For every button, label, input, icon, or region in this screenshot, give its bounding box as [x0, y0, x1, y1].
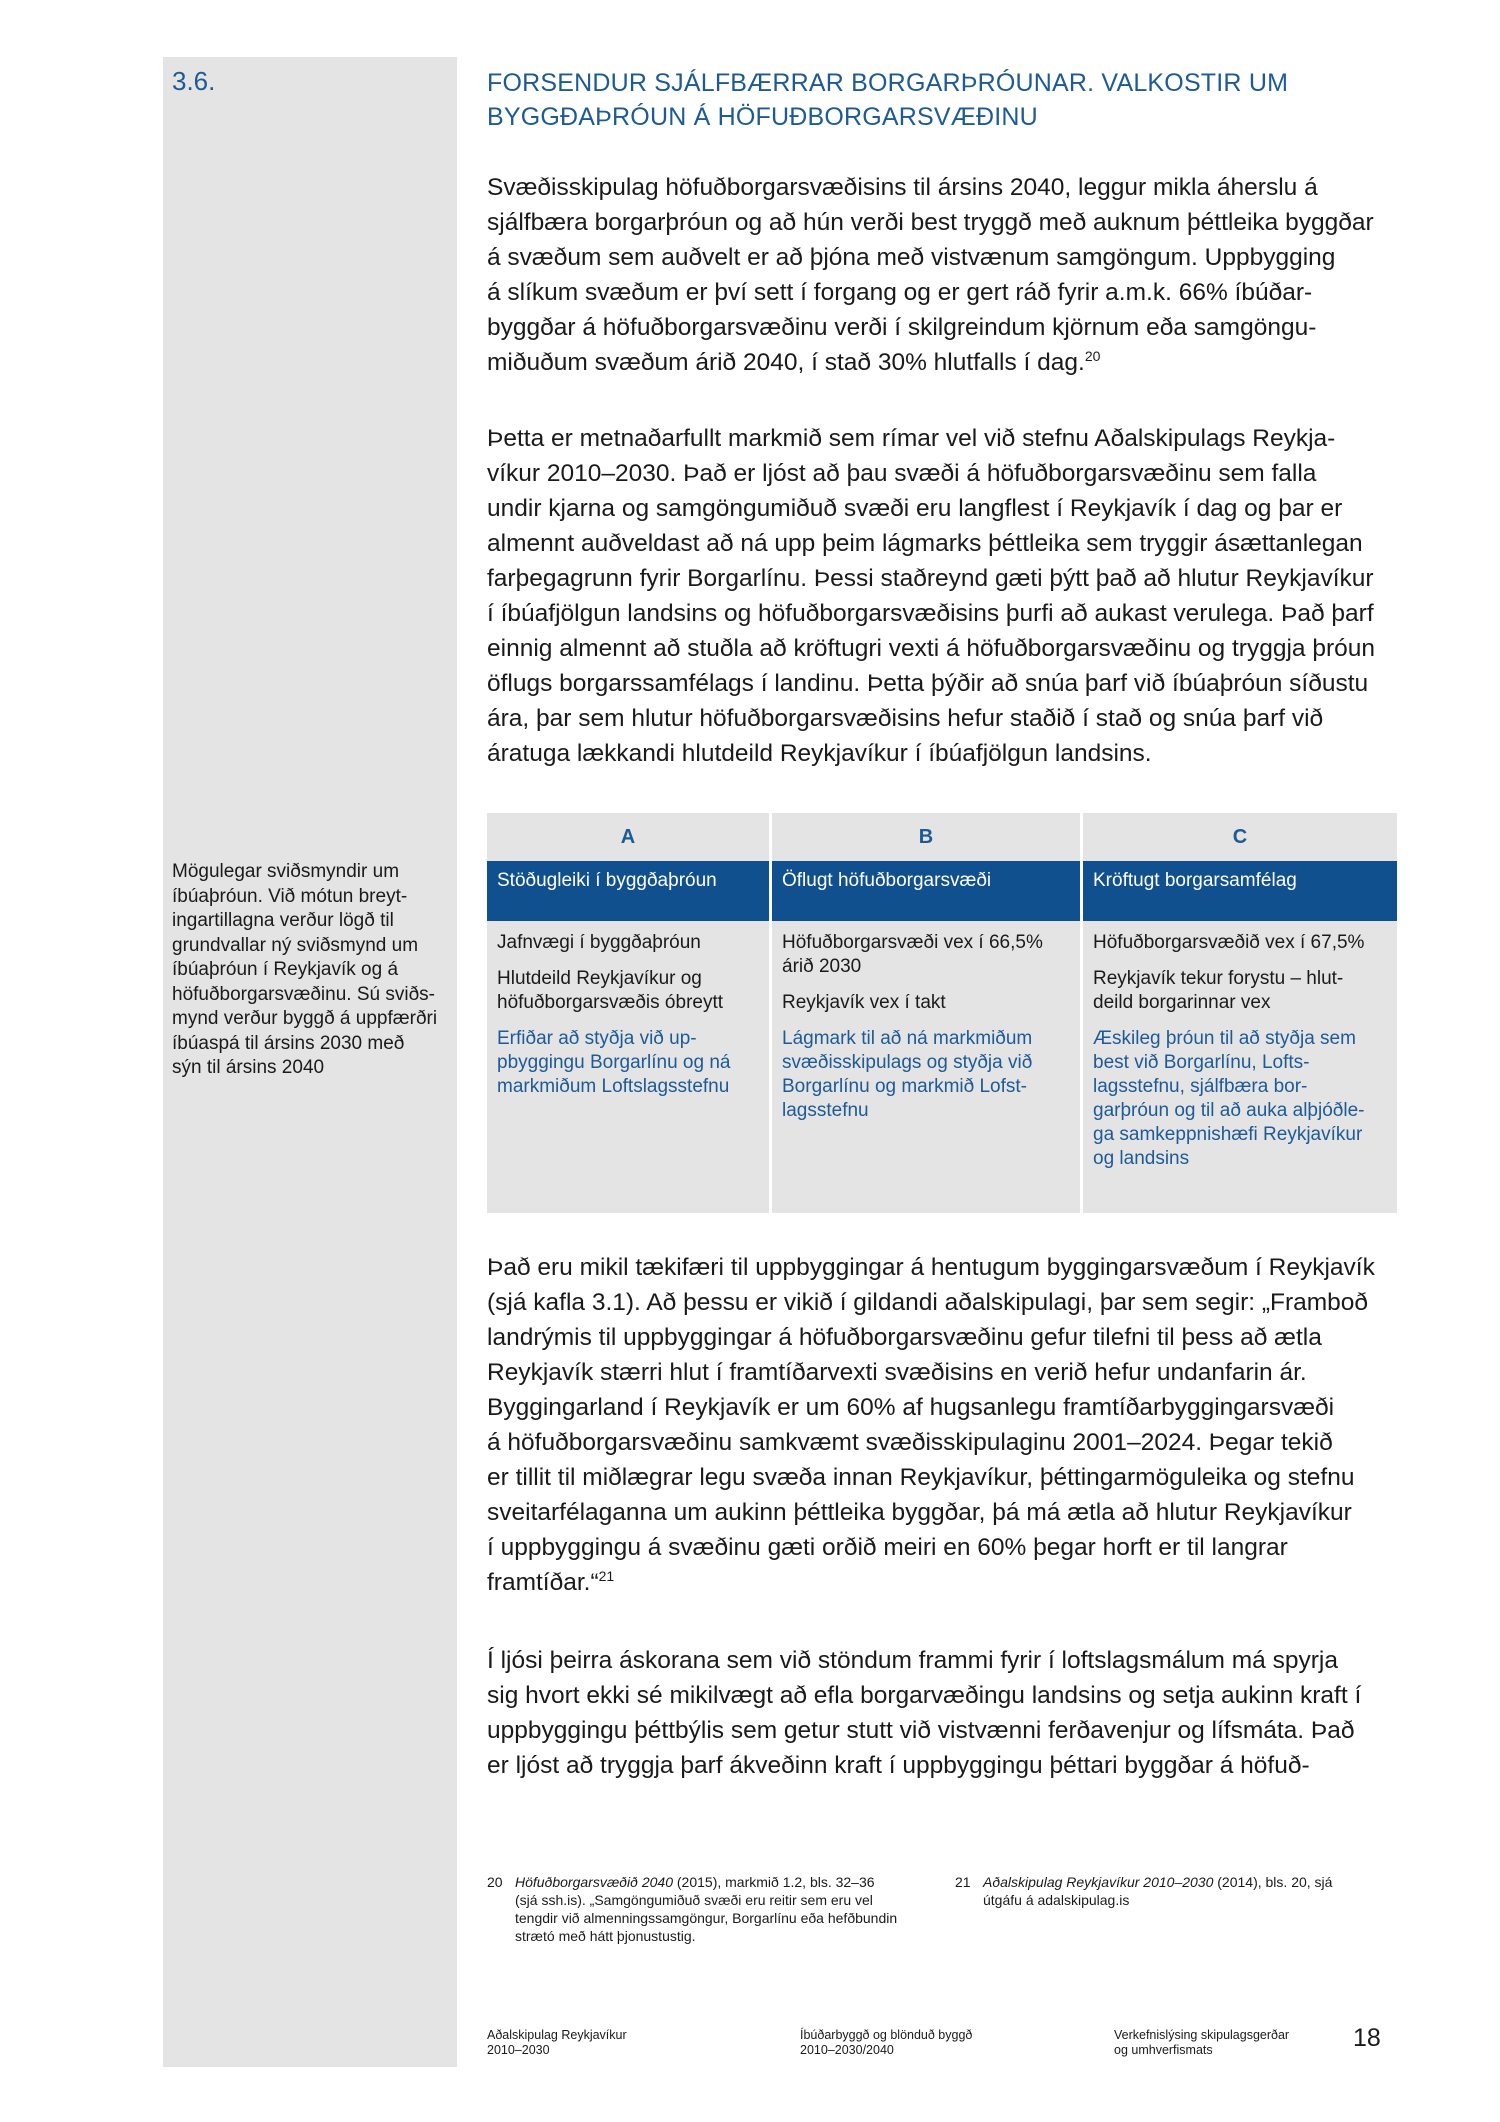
- caption-line: íbúaspá til ársins 2030 með: [172, 1032, 405, 1054]
- footer-document-type: [1114, 2028, 1289, 2058]
- scenario-item: [1093, 967, 1387, 1015]
- text-line: deild borgarinnar vex: [1093, 992, 1271, 1013]
- caption-line: grundvallar ný sviðsmynd um: [172, 934, 419, 956]
- text-line: á slíkum svæðum er því sett í forgang og er gert ráð fyrir a.m.k. 66% íbúðar-: [487, 279, 1313, 306]
- footnote-rest: (2015), markmið 1.2, bls. 32–36: [673, 1874, 875, 1890]
- text-line: byggðar á höfuðborgarsvæðinu verði í skilgreindum kjörnum eða samgöngu-: [487, 314, 1317, 341]
- text-line: garþróun og til að auka alþjóðle-: [1093, 1100, 1365, 1121]
- text-line: landrýmis til uppbyggingar á höfuðborgarsvæðinu gefur tilefni til þess að ætla: [487, 1324, 1322, 1351]
- section-title: [487, 66, 1427, 134]
- footnote-text: [487, 1873, 927, 1945]
- text-line: í íbúafjölgun landsins og höfuðborgarsvæðisins þurfi að aukast verulega. Það þarf: [487, 600, 1374, 627]
- text-line: árið 2030: [782, 956, 862, 977]
- paragraph-4: [487, 1643, 1412, 1783]
- footer-line: Aðalskipulag Reykjavíkur: [487, 2028, 627, 2042]
- text-line: Þetta er metnaðarfullt markmið sem rímar vel við stefnu Aðalskipulags Reykja-: [487, 425, 1336, 452]
- text-line: einnig almennt að stuðla að kröftugri vexti á höfuðborgarsvæðinu og tryggja þróun: [487, 635, 1375, 662]
- text-line: sjálfbæra borgarþróun og að hún verði best tryggð með auknum þéttleika byggðar: [487, 209, 1374, 236]
- text-line: Reykjavík tekur forystu – hlut-: [1093, 968, 1344, 989]
- footnote-title: Aðalskipulag Reykjavíkur 2010–2030: [983, 1874, 1214, 1890]
- footer-line: 2010–2030/2040: [800, 2043, 894, 2057]
- scenario-item: [497, 931, 759, 955]
- text-line: almennt auðveldast að ná upp þeim lágmarks þéttleika sem tryggir ásættanlegan: [487, 530, 1363, 557]
- footer-line: Verkefnislýsing skipulagsgerðar: [1114, 2028, 1290, 2042]
- text-line: Jafnvægi í byggðaþróun: [497, 932, 701, 953]
- text-line: öflugs borgarssamfélags í landinu. Þetta þýðir að snúa þarf við íbúaþróun síðustu: [487, 670, 1369, 697]
- footnote-21: [955, 1873, 1405, 1909]
- footer-line: 2010–2030: [487, 2043, 550, 2057]
- text-line: Höfuðborgarsvæði vex í 66,5%: [782, 932, 1043, 953]
- paragraph-2: [487, 421, 1412, 771]
- text-line: pbyggingu Borgarlínu og ná: [497, 1052, 731, 1073]
- scenario-letter: C: [1232, 825, 1248, 848]
- scenario-item: [497, 967, 759, 1015]
- scenario-heading: Öflugt höfuðborgarsvæði: [772, 861, 1080, 921]
- text-line: (sjá kafla 3.1). Að þessu er vikið í gildandi aðalskipulagi, þar sem segir: „Framboð: [487, 1289, 1369, 1316]
- scenario-column-b: [772, 813, 1080, 1213]
- scenario-letter: A: [620, 825, 636, 848]
- text-line: Reykjavík vex í takt: [782, 992, 946, 1013]
- footnote-number: 21: [955, 1874, 971, 1890]
- section-title-line: BYGGÐAÞRÓUN Á HÖFUÐBORGARSVÆÐINU: [487, 103, 1038, 131]
- text-line: lagsstefnu: [782, 1100, 869, 1121]
- scenario-item: [782, 991, 1070, 1015]
- scenario-column-c: [1083, 813, 1397, 1213]
- text-line: Höfuðborgarsvæðið vex í 67,5%: [1093, 932, 1365, 953]
- text-line: best við Borgarlínu, Lofts-: [1093, 1052, 1310, 1073]
- text-line: markmiðum Loftslagsstefnu: [497, 1076, 730, 1097]
- text-line: víkur 2010–2030. Það er ljóst að þau svæði á höfuðborgarsvæðinu sem falla: [487, 460, 1317, 487]
- footer-topic: [800, 2028, 972, 2058]
- caption-line: íbúaþróun í Reykjavík og á: [172, 959, 399, 980]
- footnote-text: [955, 1873, 1405, 1909]
- text-line: áratuga lækkandi hlutdeild Reykjavíkur í íbúafjölgun landsins.: [487, 740, 1152, 767]
- footnote-20: [487, 1873, 927, 1945]
- text-line: Æskileg þróun til að styðja sem: [1093, 1028, 1356, 1049]
- text-line: Lágmark til að ná markmiðum: [782, 1028, 1033, 1049]
- text-line: höfuðborgarsvæðis óbreytt: [497, 992, 724, 1013]
- scenario-item: [1093, 931, 1387, 955]
- footnote-line: útgáfu á adalskipulag.is: [983, 1892, 1130, 1908]
- scenario-table: [487, 813, 1397, 1213]
- footnote-number: 20: [487, 1874, 503, 1890]
- text-line: Svæðisskipulag höfuðborgarsvæðisins til ársins 2040, leggur mikla áherslu á: [487, 174, 1318, 201]
- text-line: Byggingarland í Reykjavík er um 60% af hugsanlegu framtíðarbyggingarsvæði: [487, 1394, 1335, 1421]
- footer-plan-title: [487, 2028, 627, 2058]
- caption-line: höfuðborgarsvæðinu. Sú sviðs-: [172, 983, 435, 1005]
- text-line: á höfuðborgarsvæðinu samkvæmt svæðisskipulaginu 2001–2024. Þegar tekið: [487, 1429, 1333, 1456]
- scenario-column-a: [487, 813, 769, 1213]
- text-line: er tillit til miðlægrar legu svæða innan Reykjavíkur, þéttingarmöguleika og stefnu: [487, 1464, 1355, 1491]
- text-line: Reykjavík stærri hlut í framtíðarvexti svæðisins en verið hefur undanfarin ár.: [487, 1359, 1307, 1386]
- text-line: er ljóst að tryggja þarf ákveðinn kraft í uppbyggingu þéttari byggðar á höfuð-: [487, 1752, 1310, 1779]
- footer-line: Íbúðarbyggð og blönduð byggð: [800, 2028, 973, 2042]
- caption-line: ingartillagna verður lögð til: [172, 910, 394, 931]
- footnote-ref: 21: [598, 1567, 615, 1584]
- footnote-ref: 20: [1084, 347, 1101, 364]
- text-line: undir kjarna og samgöngumiðuð svæði eru langflest í Reykjavík í dag og þar er: [487, 495, 1343, 522]
- scenario-item: [782, 931, 1070, 979]
- scenario-body: [1083, 921, 1397, 1183]
- text-line: uppbyggingu þéttbýlis sem getur stutt við vistvænni ferðavenjur og lífsmáta. Það: [487, 1717, 1355, 1744]
- text-line: sig hvort ekki sé mikilvægt að efla borgarvæðingu landsins og setja aukinn kraft í: [487, 1682, 1362, 1709]
- text-line: í uppbyggingu á svæðinu gæti orðið meiri en 60% þegar horft er til langrar: [487, 1534, 1288, 1561]
- text-line: Það eru mikil tækifæri til uppbyggingar á hentugum byggingarsvæðum í Reykjavík: [487, 1254, 1375, 1281]
- text-line: á svæðum sem auðvelt er að þjóna með vistvænum samgöngum. Uppbygging: [487, 244, 1336, 271]
- caption-line: mynd verður byggð á uppfærðri: [172, 1008, 438, 1029]
- footnote-line: (sjá ssh.is). „Samgöngumiðuð svæði eru reitir sem eru vel: [515, 1892, 873, 1908]
- scenario-note: [497, 1027, 759, 1099]
- text-line: og landsins: [1093, 1148, 1190, 1169]
- footnote-line: tengdir við almenningssamgöngur, Borgarlínu eða hefðbundin: [515, 1910, 898, 1926]
- caption-line: sýn til ársins 2040: [172, 1057, 325, 1078]
- caption-line: Mögulegar sviðsmyndir um: [172, 861, 400, 882]
- text-line: framtíðar.“: [487, 1569, 599, 1596]
- scenario-body: [487, 921, 769, 1111]
- paragraph-3: [487, 1250, 1412, 1600]
- text-line: svæðisskipulags og styðja við: [782, 1052, 1033, 1073]
- text-line: sveitarfélaganna um aukinn þéttleika byggðar, þá má ætla að hlutur Reykjavíkur: [487, 1499, 1352, 1526]
- text-line: miðuðum svæðum árið 2040, í stað 30% hlutfalls í dag.: [487, 349, 1085, 376]
- footnote-title: Höfuðborgarsvæðið 2040: [515, 1874, 673, 1890]
- text-line: lagsstefnu, sjálfbæra bor-: [1093, 1076, 1308, 1097]
- text-line: Erfiðar að styðja við up-: [497, 1028, 697, 1049]
- page-number: 18: [1353, 2024, 1381, 2052]
- text-line: ga samkeppnishæfi Reykjavíkur: [1093, 1124, 1363, 1145]
- scenario-letter: B: [918, 825, 934, 848]
- scenario-note: [782, 1027, 1070, 1123]
- text-line: Í ljósi þeirra áskorana sem við stöndum frammi fyrir í loftslagsmálum má spyrja: [487, 1647, 1338, 1674]
- scenario-heading: Kröftugt borgarsamfélag: [1083, 861, 1397, 921]
- section-title-line: FORSENDUR SJÁLFBÆRRAR BORGARÞRÓUNAR. VALKOSTIR UM: [487, 69, 1289, 97]
- text-line: ára, þar sem hlutur höfuðborgarsvæðisins hefur staðið í stað og snúa þarf við: [487, 705, 1324, 732]
- footnote-line: strætó með hátt þjonustustig.: [515, 1928, 696, 1944]
- text-line: Hlutdeild Reykjavíkur og: [497, 968, 702, 989]
- scenario-heading: Stöðugleiki í byggðaþróun: [487, 861, 769, 921]
- footnote-rest: (2014), bls. 20, sjá: [1213, 1874, 1333, 1890]
- paragraph-1: [487, 170, 1412, 380]
- scenario-body: [772, 921, 1080, 1135]
- caption-line: íbúaþróun. Við mótun breyt-: [172, 885, 408, 907]
- text-line: farþegagrunn fyrir Borgarlínu. Þessi staðreynd gæti þýtt það að hlutur Reykjavíkur: [487, 565, 1374, 592]
- footer-line: og umhverfismats: [1114, 2043, 1213, 2057]
- text-line: Borgarlínu og markmið Lofst-: [782, 1076, 1027, 1097]
- scenario-note: [1093, 1027, 1387, 1171]
- figure-caption: [172, 860, 457, 1081]
- section-number: 3.6.: [172, 66, 216, 96]
